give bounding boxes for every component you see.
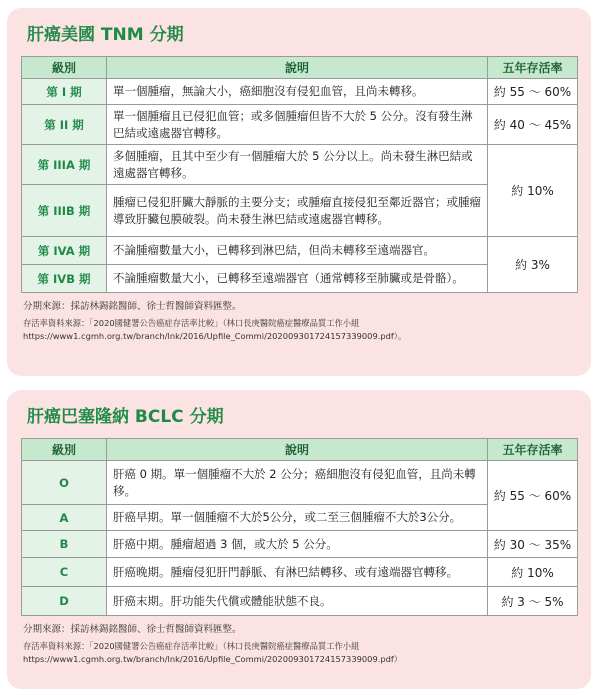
tnm-header-row — [22, 57, 578, 79]
tnm-card — [7, 8, 591, 376]
stage-label: 第 I 期 — [22, 79, 107, 105]
bclc-title: 肝癌巴塞隆納 BCLC 分期 — [27, 407, 224, 427]
stage-label: C — [22, 558, 107, 587]
tnm-header-level: 級別 — [22, 57, 107, 79]
table-row — [22, 531, 578, 558]
survival-rate: 約 3 ～ 5% — [488, 587, 578, 616]
bclc-header-row — [22, 439, 578, 461]
tnm-header-rate: 五年存活率 — [488, 57, 578, 79]
stage-description: 多個腫瘤，且其中至少有一個腫瘤大於 5 公分以上。尚未發生淋巴結或遠處器官轉移。 — [107, 145, 488, 185]
bclc-header-level: 級別 — [22, 439, 107, 461]
stage-label: 第 IVB 期 — [22, 265, 107, 293]
tnm-table — [21, 56, 578, 293]
stage-description: 肝癌 0 期。單一個腫瘤不大於 2 公分；癌細胞沒有侵犯血管，且尚未轉移。 — [107, 461, 488, 505]
table-row — [22, 587, 578, 616]
staging-source: 分期來源：採訪林錫銘醫師、徐士哲醫師資料匯整。 — [23, 624, 242, 635]
survival-source: 存活率資料來源：「2020國健署公告癌症存活率比較」（林口長庚醫院癌症醫療品質工作小組https://www1.cgmh.org.tw/branch/lnk/2016/Upfile_Commi/202009301724157339009.pdf）。 — [23, 318, 407, 341]
bclc-header-rate: 五年存活率 — [488, 439, 578, 461]
stage-label: A — [22, 505, 107, 531]
stage-label: 第 IVA 期 — [22, 237, 107, 265]
survival-rate: 約 55 ～ 60% — [488, 79, 578, 105]
stage-description: 不論腫瘤數量大小，已轉移到淋巴結，但尚未轉移至遠端器官。 — [107, 237, 488, 265]
bclc-header-desc: 說明 — [107, 439, 488, 461]
table-row — [22, 558, 578, 587]
table-row — [22, 105, 578, 145]
stage-label: D — [22, 587, 107, 616]
table-row — [22, 237, 578, 265]
table-row — [22, 461, 578, 505]
stage-label: 第 IIIA 期 — [22, 145, 107, 185]
stage-label: O — [22, 461, 107, 505]
stage-label: B — [22, 531, 107, 558]
stage-description: 肝癌晚期。腫瘤侵犯肝門靜脈、有淋巴結轉移、或有遠端器官轉移。 — [107, 558, 488, 587]
tnm-title: 肝癌美國 TNM 分期 — [27, 25, 184, 45]
stage-description: 不論腫瘤數量大小，已轉移至遠端器官（通常轉移至肺臟或是骨骼）。 — [107, 265, 488, 293]
stage-description: 肝癌早期。單一個腫瘤不大於5公分，或二至三個腫瘤不大於3公分。 — [107, 505, 488, 531]
survival-rate: 約 30 ～ 35% — [488, 531, 578, 558]
bclc-notes — [23, 622, 577, 666]
tnm-notes — [23, 299, 577, 343]
stage-label: 第 II 期 — [22, 105, 107, 145]
stage-label: 第 IIIB 期 — [22, 185, 107, 237]
staging-source: 分期來源：採訪林錫銘醫師、徐士哲醫師資料匯整。 — [23, 301, 242, 312]
table-row — [22, 145, 578, 185]
survival-rate: 約 10% — [488, 145, 578, 237]
survival-rate: 約 10% — [488, 558, 578, 587]
bclc-table — [21, 438, 578, 616]
stage-description: 肝癌中期。腫瘤超過 3 個，或大於 5 公分。 — [107, 531, 488, 558]
stage-description: 腫瘤已侵犯肝臟大靜脈的主要分支；或腫瘤直接侵犯至鄰近器官；或腫瘤導致肝臟包膜破裂。尚未發生淋巴結或遠處器官轉移。 — [107, 185, 488, 237]
tnm-header-desc: 說明 — [107, 57, 488, 79]
stage-description: 單一個腫瘤且已侵犯血管；或多個腫瘤但皆不大於 5 公分。沒有發生淋巴結或遠處器官轉移。 — [107, 105, 488, 145]
survival-rate: 約 40 ～ 45% — [488, 105, 578, 145]
survival-rate: 約 3% — [488, 237, 578, 293]
table-row — [22, 79, 578, 105]
stage-description: 肝癌末期。肝功能失代償或體能狀態不良。 — [107, 587, 488, 616]
bclc-card — [7, 390, 591, 689]
stage-description: 單一個腫瘤，無論大小，癌細胞沒有侵犯血管，且尚未轉移。 — [107, 79, 488, 105]
survival-source: 存活率資料來源：「2020國健署公告癌症存活率比較」（林口長庚醫院癌症醫療品質工作小組https://www1.cgmh.org.tw/branch/lnk/2016/Upfile_Commi/202009301724157339009.pdf） — [23, 641, 403, 664]
survival-rate: 約 55 ～ 60% — [488, 461, 578, 531]
